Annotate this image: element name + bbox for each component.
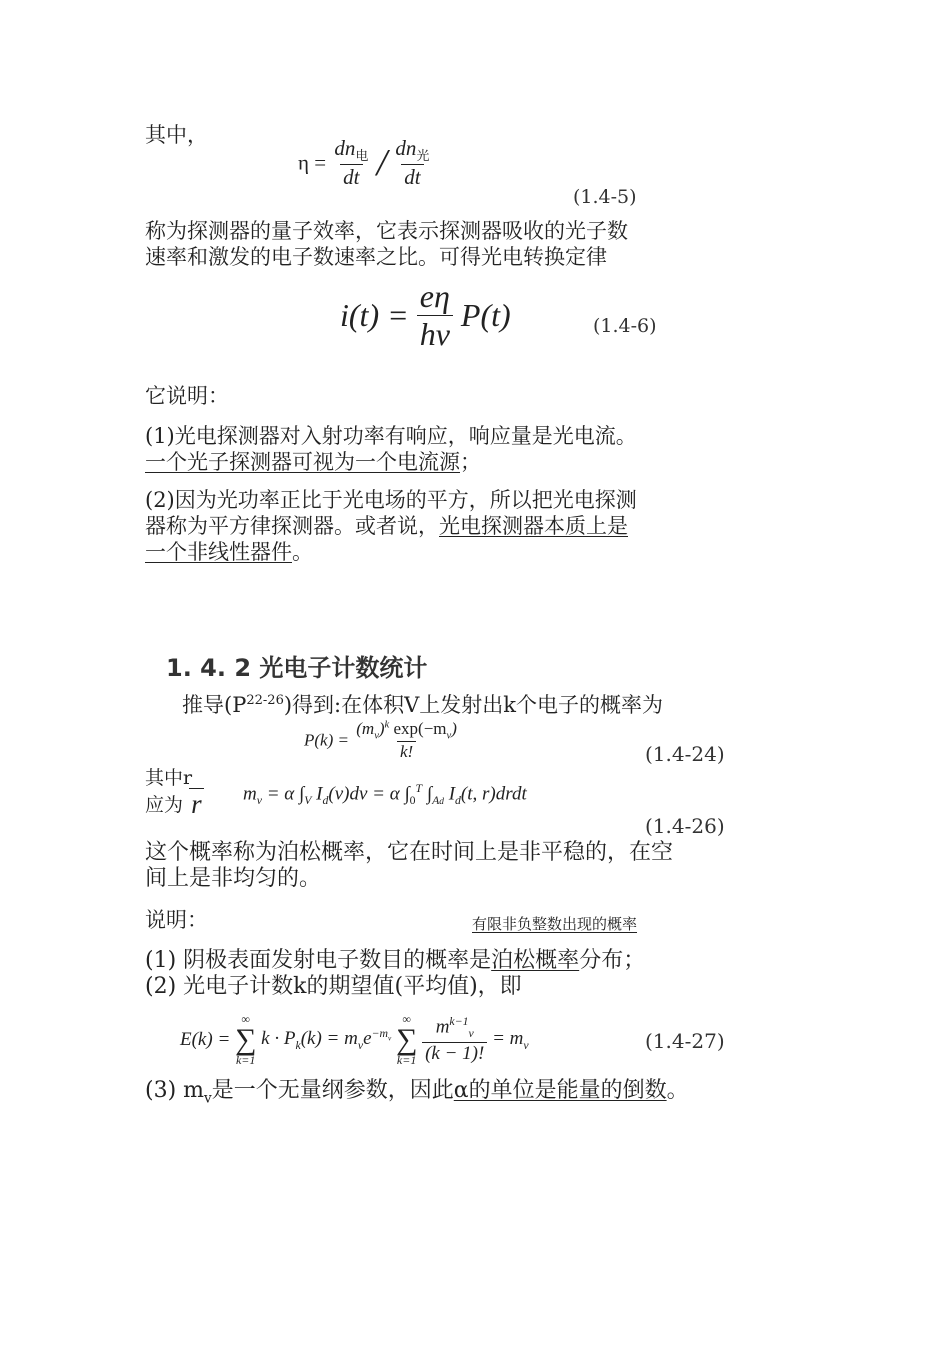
eq-frac-1: $\frac{dn_电}{dt}$ — [334, 136, 369, 190]
equation-1-4-6: i(t) = $\frac{e\eta}{h\nu}$ P(t) — [340, 278, 511, 352]
where-line-2: 应为 r — [145, 789, 202, 819]
eq-slash: / — [376, 142, 388, 185]
sum-1: ∞ ∑ k=1 — [235, 1012, 257, 1067]
equation-number-1-4-6: (1.4-6) — [593, 315, 657, 337]
point-3: (3) $m_v$是一个无量纲参数，因此α的单位是能量的倒数。 — [145, 1078, 689, 1107]
eq-frac: $\frac{(m_v)^k \exp(-m_v)}{k!}$ — [356, 719, 457, 762]
point-2: (2) 光电子计数k的期望值(平均值)，即 — [145, 974, 522, 999]
note-heading: 它说明： — [145, 384, 229, 408]
eq-lhs: η = — [298, 150, 327, 175]
paragraph-2-line-2: 间上是非均匀的。 — [145, 866, 322, 891]
point-1: (1) 阴极表面发射电子数目的概率是泊松概率分布； — [145, 948, 646, 973]
annotation-note: 有限非负整数出现的概率 — [472, 915, 638, 933]
paragraph-1-line-2: 速率和激发的电子数速率之比。可得光电转换定律 — [145, 245, 607, 269]
equation-1-4-27: E(k) = ∞ ∑ k=1 $k \cdot P_k(k) = m_ve^{-m_v}$ ∞ ∑ k=1 $\frac{m^{k-1}_v}{(k - 1)!}$ = $m_v$ — [180, 1012, 529, 1067]
equation-number-1-4-24: (1.4-24) — [645, 742, 725, 766]
equation-number-1-4-5: (1.4-5) — [573, 186, 637, 208]
eq-frac-2: $\frac{dn_光}{dt}$ — [395, 136, 430, 190]
item-1-line-1: (1)光电探测器对入射功率有响应，响应量是光电流。 — [145, 424, 637, 448]
where-line-1: 其中r — [145, 767, 193, 789]
eq-frac: $\frac{e\eta}{h\nu}$ — [417, 278, 453, 353]
equation-1-4-26: $m_v = \alpha$ $\int_V$ $I_d(v)dv = \alpha$ $\int_0^T$ $\int_{Ad}$ $I_d(t$, r)drdt — [243, 782, 527, 808]
explain-heading: 说明： — [145, 908, 208, 932]
equation-number-1-4-26: (1.4-26) — [645, 814, 725, 838]
r-vector-symbol: r — [191, 789, 202, 819]
paragraph-1-line-1: 称为探测器的量子效率，它表示探测器吸收的光子数 — [145, 219, 628, 243]
item-2-line-3: 一个非线性器件。 — [145, 540, 313, 564]
paragraph-2-line-1: 这个概率称为泊松概率，它在时间上是非平稳的，在空 — [145, 840, 674, 865]
item-2-line-2: 器称为平方律探测器。或者说，光电探测器本质上是 — [145, 514, 628, 538]
section-heading: 1. 4. 2 光电子计数统计 — [166, 654, 428, 682]
equation-number-1-4-27: (1.4-27) — [645, 1029, 725, 1053]
intro-text: 其中， — [145, 123, 208, 147]
item-1-line-2: 一个光子探测器可视为一个电流源； — [145, 450, 481, 474]
sum-2: ∞ ∑ k=1 — [395, 1012, 418, 1067]
equation-1-4-5 — [298, 136, 432, 190]
equation-1-4-24: P(k) = $\frac{(m_v)^k \exp(-m_v)}{k!}$ — [304, 719, 460, 762]
eq-frac: $\frac{m^{k-1}_v}{(k - 1)!}$ — [422, 1015, 487, 1064]
item-2-line-1: (2)因为光功率正比于光电场的平方，所以把光电探测 — [145, 488, 637, 512]
derivation-line: 推导$(P^{22-26})$得到:在体积V上发射出k个电子的概率为 — [182, 693, 664, 717]
